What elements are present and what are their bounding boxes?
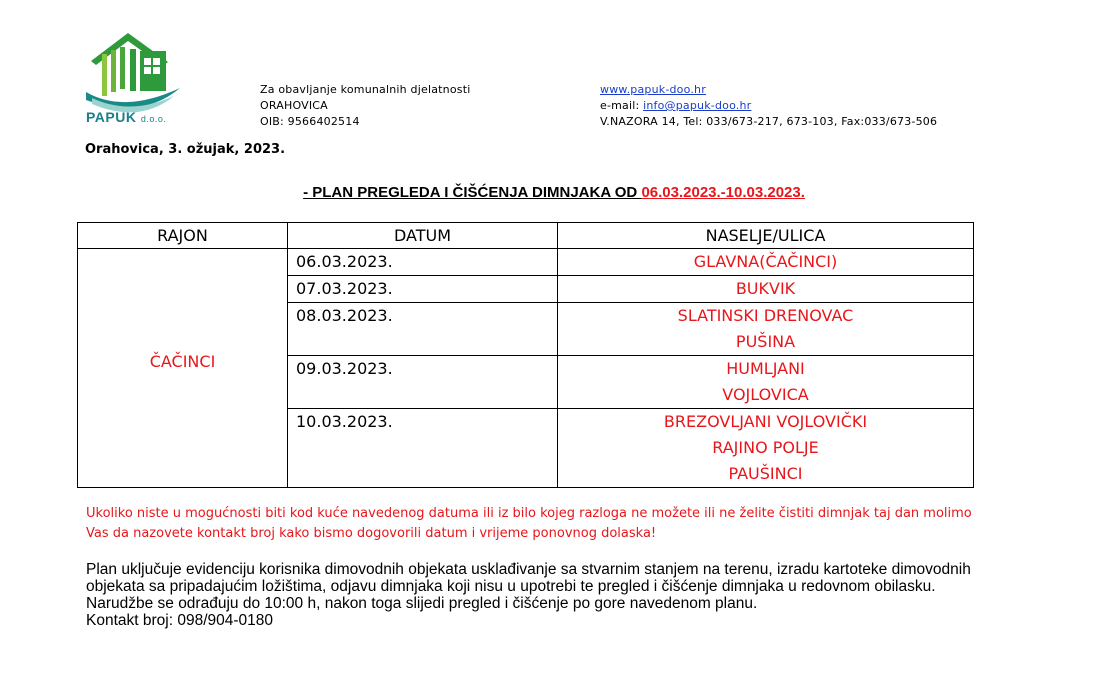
- header-datum: DATUM: [288, 223, 558, 249]
- contact-info: [600, 82, 937, 130]
- email-link[interactable]: info@papuk-doo.hr: [643, 99, 752, 112]
- oib-line: OIB: 9566402514: [260, 115, 360, 128]
- place-name: PAUŠINCI: [728, 464, 803, 483]
- place-name: GLAVNA(ČAČINCI): [693, 252, 838, 271]
- place-name: VOJLOVICA: [722, 385, 809, 404]
- plan-info: [86, 561, 991, 629]
- date-cell: 08.03.2023.: [288, 303, 558, 356]
- place-cell: [558, 249, 974, 276]
- page-title: [0, 184, 1108, 201]
- contact-number: Kontakt broj: 098/904-0180: [86, 612, 273, 629]
- place-cell: [558, 303, 974, 356]
- city-line: ORAHOVICA: [260, 99, 328, 112]
- place-name: PUŠINA: [735, 332, 796, 351]
- date-cell: 09.03.2023.: [288, 356, 558, 409]
- activity-line: Za obavljanje komunalnih djelatnosti: [260, 83, 471, 96]
- schedule-table: [77, 222, 974, 488]
- date-cell: 06.03.2023.: [288, 249, 558, 276]
- title-main: - PLAN PREGLEDA I ČIŠĆENJA DIMNJAKA OD: [303, 184, 642, 201]
- rajon-cell: ČAČINCI: [78, 249, 288, 488]
- place-date: Orahovica, 3. ožujak, 2023.: [85, 142, 286, 157]
- email-label: e-mail:: [600, 99, 644, 112]
- place-name: BREZOVLJANI VOJLOVIČKI: [663, 412, 868, 431]
- place-name: BUKVIK: [735, 279, 796, 298]
- place-cell: [558, 276, 974, 303]
- date-cell: 07.03.2023.: [288, 276, 558, 303]
- company-info: [260, 82, 470, 130]
- title-range: 06.03.2023.-10.03.2023.: [641, 184, 805, 201]
- place-name: SLATINSKI DRENOVAC: [677, 306, 854, 325]
- website-link[interactable]: www.papuk-doo.hr: [600, 83, 706, 96]
- plan-description: Plan uključuje evidenciju korisnika dimovodnih objekata usklađivanje sa stvarnim stanjem na terenu, izradu kartoteke dimovodnih objekata sa pripadajućim ložištima, odjavu dimnjaka koji nisu u upotrebi te pregled i čišćenje dimnjaka u redovnom obilasku.: [86, 561, 971, 595]
- address-line: V.NAZORA 14, Tel: 033/673-217, 673-103, Fax:033/673-506: [600, 115, 938, 128]
- orders-note: Narudžbe se odrađuju do 10:00 h, nakon toga slijedi pregled i čišćenje po gore navedenom planu.: [86, 595, 758, 612]
- table-row: [78, 249, 974, 276]
- notice-text: Ukoliko niste u mogućnosti biti kod kuće navedenog datuma ili iz bilo kojeg razloga ne možete ili ne želite čistiti dimnjak taj dan molimo Vas da nazovete kontakt broj kako bismo dogovorili datum i vrijeme ponovnog dolaska!: [86, 506, 972, 541]
- header-naselje: NASELJE/ULICA: [558, 223, 974, 249]
- header-rajon: RAJON: [78, 223, 288, 249]
- brand-name: PAPUK: [86, 109, 137, 125]
- brand-suffix: d.o.o.: [140, 114, 167, 124]
- place-name: RAJINO POLJE: [712, 438, 819, 457]
- place-name: HUMLJANI: [726, 359, 805, 378]
- table-header-row: [78, 223, 974, 249]
- date-cell: 10.03.2023.: [288, 409, 558, 488]
- place-cell: [558, 356, 974, 409]
- place-cell: [558, 409, 974, 488]
- company-logo: [84, 30, 184, 130]
